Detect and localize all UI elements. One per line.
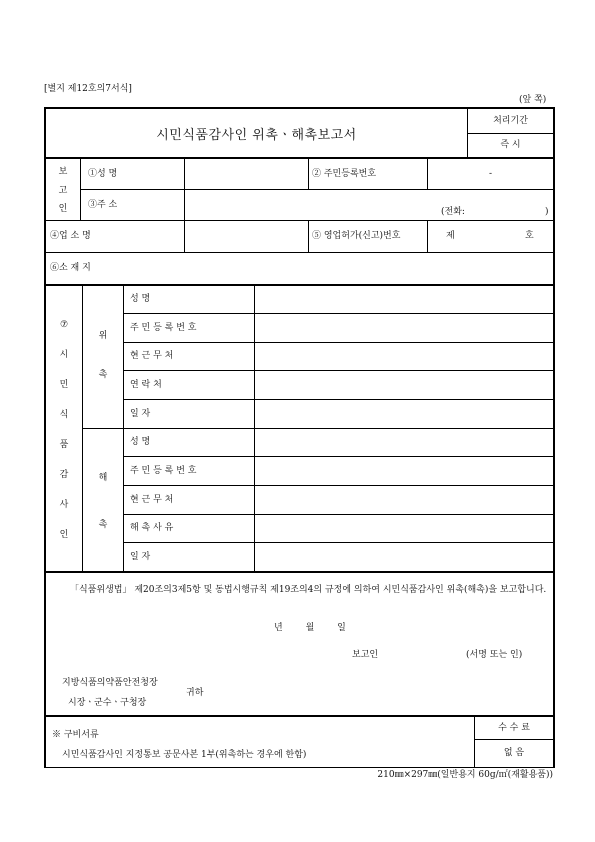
dismiss-workplace-field[interactable]	[255, 486, 553, 514]
appoint-rrn-label: 주 민 등 록 번 호	[130, 322, 197, 333]
address-label: ③주 소	[88, 199, 118, 210]
processing-period-label: 처리기간	[493, 115, 528, 126]
dismiss-reason-field[interactable]	[255, 515, 553, 542]
license-number-field[interactable]	[428, 221, 553, 252]
dismiss-rrn-label: 주 민 등 록 번 호	[130, 465, 197, 476]
dismiss-date-label: 일 자	[130, 551, 151, 562]
rrn-label: ② 주민등록번호	[312, 168, 377, 179]
recipient-mayor: 시장ㆍ군수ㆍ구청장	[68, 698, 147, 708]
attachments-label: ※ 구비서류	[52, 730, 99, 740]
phone-label: (전화:	[441, 207, 465, 217]
license-prefix: 제	[446, 231, 455, 241]
name-label: ①성 명	[88, 168, 118, 179]
attachments-item: 시민식품감사인 지정통보 공문사본 1부(위촉하는 경우에 한함)	[62, 750, 307, 760]
date-line[interactable]: 년 월 일	[274, 623, 346, 633]
processing-period-value: 즉 시	[500, 140, 521, 150]
reporter-side-label: 보 고 인	[58, 167, 68, 214]
dismiss-name-field[interactable]	[255, 429, 553, 456]
reporter-sign-label: 보고인	[352, 650, 379, 660]
appoint-date-label: 일 자	[130, 408, 151, 419]
rrn-dash: -	[488, 168, 493, 179]
phone-close: )	[545, 207, 549, 217]
appoint-date-field[interactable]	[255, 400, 553, 428]
license-number-label: ⑤ 영업허가(신고)번호	[312, 231, 401, 241]
appoint-name-field[interactable]	[255, 286, 553, 313]
location-label: ⑥소 재 지	[50, 263, 91, 273]
fee-label: 수 수 료	[498, 722, 530, 733]
auditor-side-label: ⑦ 시 민 식 품 감 사 인	[59, 320, 69, 540]
dismiss-workplace-label: 현 근 무 처	[130, 494, 174, 505]
statement-text: 「식품위생법」 제20조의3제5항 및 동법시행규칙 제19조의4의 규정에 의하여 시민식품감사인 위촉(해촉)을 보고합니다.	[70, 585, 547, 595]
paper-spec-footer: 210㎜×297㎜(일반용지 60g/㎡(재활용품))	[377, 770, 553, 780]
dismiss-label: 해 촉	[98, 473, 108, 530]
dismiss-rrn-field[interactable]	[255, 457, 553, 485]
form-number: [별지 제12호의7서식]	[44, 84, 132, 94]
appoint-contact-field[interactable]	[255, 371, 553, 399]
business-name-label: ④업 소 명	[50, 231, 91, 241]
appoint-workplace-field[interactable]	[255, 343, 553, 370]
recipient-food-safety: 지방식품의약품안전청장	[62, 678, 158, 688]
appoint-workplace-label: 현 근 무 처	[130, 351, 174, 361]
dismiss-reason-label: 해 촉 사 유	[130, 523, 174, 533]
honorific: 귀하	[186, 688, 204, 698]
location-field[interactable]	[185, 253, 553, 284]
appoint-label: 위 촉	[98, 331, 108, 380]
form-title: 시민식품감사인 위촉ㆍ해촉보고서	[156, 127, 357, 143]
rrn-field[interactable]	[428, 159, 553, 189]
signature-label[interactable]: (서명 또는 인)	[466, 650, 523, 660]
business-name-field[interactable]	[185, 221, 308, 252]
license-suffix: 호	[525, 231, 534, 241]
dismiss-date-field[interactable]	[255, 543, 553, 571]
address-field[interactable]	[185, 190, 553, 220]
fee-value: 없 음	[503, 748, 525, 758]
appoint-contact-label: 연 락 처	[130, 379, 162, 390]
appoint-name-label: 성 명	[130, 294, 151, 304]
appoint-rrn-field[interactable]	[255, 314, 553, 342]
page-side: (앞 쪽)	[519, 95, 547, 105]
name-field[interactable]	[185, 159, 308, 189]
dismiss-name-label: 성 명	[130, 437, 151, 447]
